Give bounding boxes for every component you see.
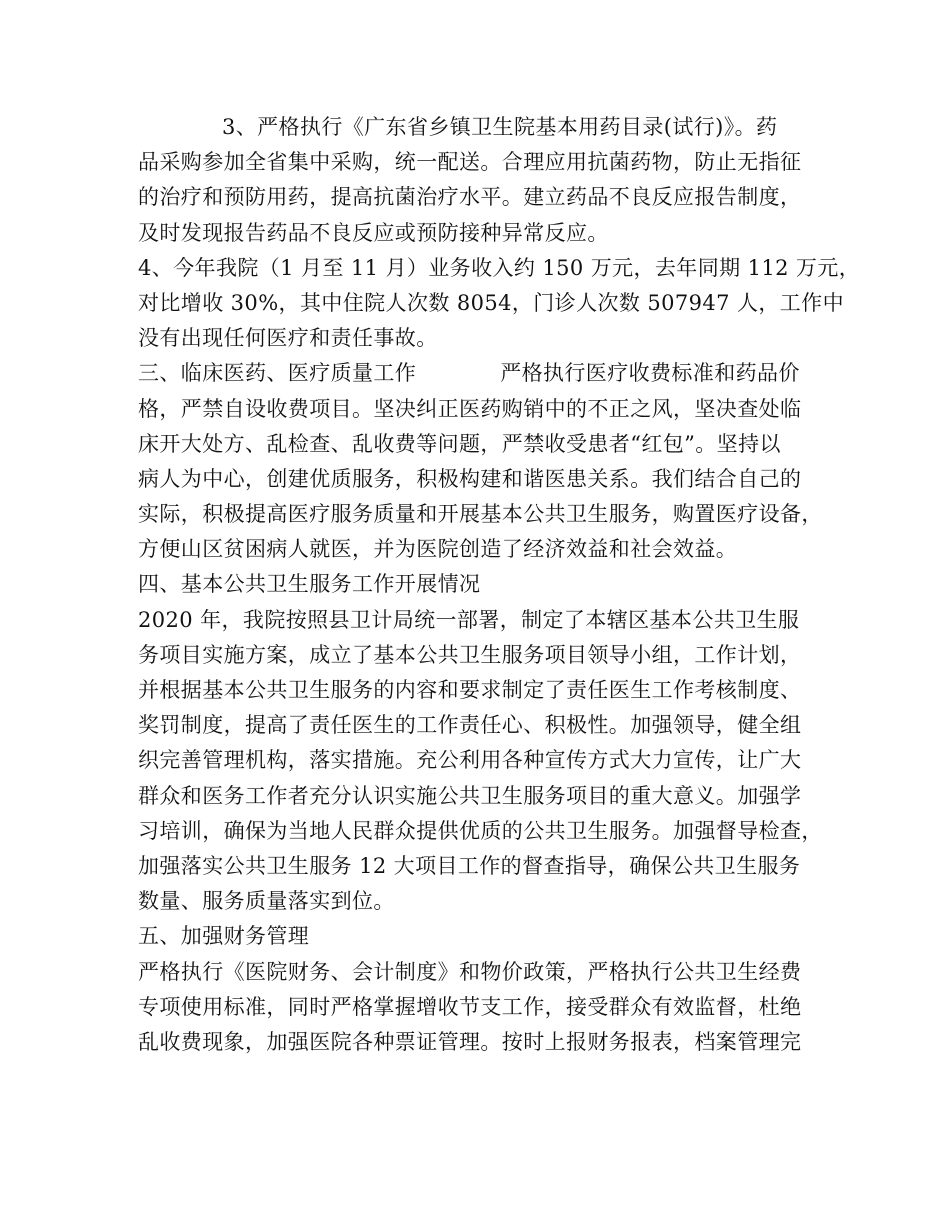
section-heading: 五、加强财务管理: [138, 924, 310, 949]
paragraph-line: 对比增收 30%，其中住院人次数 8054，门诊人次数 507947 人，工作中: [138, 290, 844, 315]
paragraph-line: 数量、服务质量落实到位。: [138, 889, 395, 914]
paragraph-line: 品采购参加全省集中采购，统一配送。合理应用抗菌药物，防止无指征: [138, 150, 802, 175]
paragraph-line: 2020 年，我院按照县卫计局统一部署，制定了本辖区基本公共卫生服: [138, 607, 800, 632]
section-heading-line: [138, 356, 828, 391]
paragraph-line: 病人为中心，创建优质服务，积极构建和谐医患关系。我们结合自己的: [138, 466, 802, 491]
paragraph-line: 加强落实公共卫生服务 12 大项目工作的督查指导，确保公共卫生服务: [138, 853, 801, 878]
paragraph-line: 奖罚制度，提高了责任医生的工作责任心、积极性。加强领导，健全组: [138, 713, 802, 738]
paragraph-line: 床开大处方、乱检查、乱收费等问题，严禁收受患者“红包”。坚持以: [138, 431, 781, 456]
document-body: [138, 110, 861, 1060]
paragraph-line: 格，严禁自设收费项目。坚决纠正医药购销中的不正之风，坚决查处临: [138, 396, 802, 421]
paragraph-line: 实际，积极提高医疗服务质量和开展基本公共卫生服务，购置医疗设备，: [138, 502, 823, 527]
paragraph-line: 专项使用标准，同时严格掌握增收节支工作，接受群众有效监督，杜绝: [138, 994, 802, 1019]
paragraph-line: 及时发现报告药品不良反应或预防接种异常反应。: [138, 220, 609, 245]
section-heading: 四、基本公共卫生服务工作开展情况: [138, 572, 481, 597]
paragraph-line: 织完善管理机构，落实措施。充公利用各种宣传方式大力宣传，让广大: [138, 748, 802, 773]
paragraph-line: 习培训，确保为当地人民群众提供优质的公共卫生服务。加强督导检查，: [138, 818, 823, 843]
paragraph-line: 务项目实施方案，成立了基本公共卫生服务项目领导小组，工作计划，: [138, 642, 802, 667]
section-heading: 三、临床医药、医疗质量工作: [138, 361, 417, 386]
paragraph-line: 并根据基本公共卫生服务的内容和要求制定了责任医生工作考核制度、: [138, 678, 802, 702]
paragraph-line: 群众和医务工作者充分认识实施公共卫生服务项目的重大意义。加强学: [138, 783, 802, 808]
paragraph-line: 严格执行《医院财务、会计制度》和物价政策，严格执行公共卫生经费: [138, 959, 802, 984]
paragraph-line: 没有出现任何医疗和责任事故。: [138, 326, 438, 351]
paragraph-line: 乱收费现象，加强医院各种票证管理。按时上报财务报表，档案管理完: [138, 1029, 802, 1054]
paragraph-text: 严格执行医疗收费标准和药品价: [500, 361, 800, 386]
paragraph-line: 方便山区贫困病人就医，并为医院创造了经济效益和社会效益。: [138, 537, 738, 562]
paragraph-line: 4、今年我院（1 月至 11 月）业务收入约 150 万元，去年同期 112 万元，: [138, 255, 861, 280]
paragraph-line: 3、严格执行《广东省乡镇卫生院基本用药目录(试行)》。药: [222, 115, 778, 139]
paragraph-line: 的治疗和预防用药，提高抗菌治疗水平。建立药品不良反应报告制度，: [138, 185, 802, 210]
